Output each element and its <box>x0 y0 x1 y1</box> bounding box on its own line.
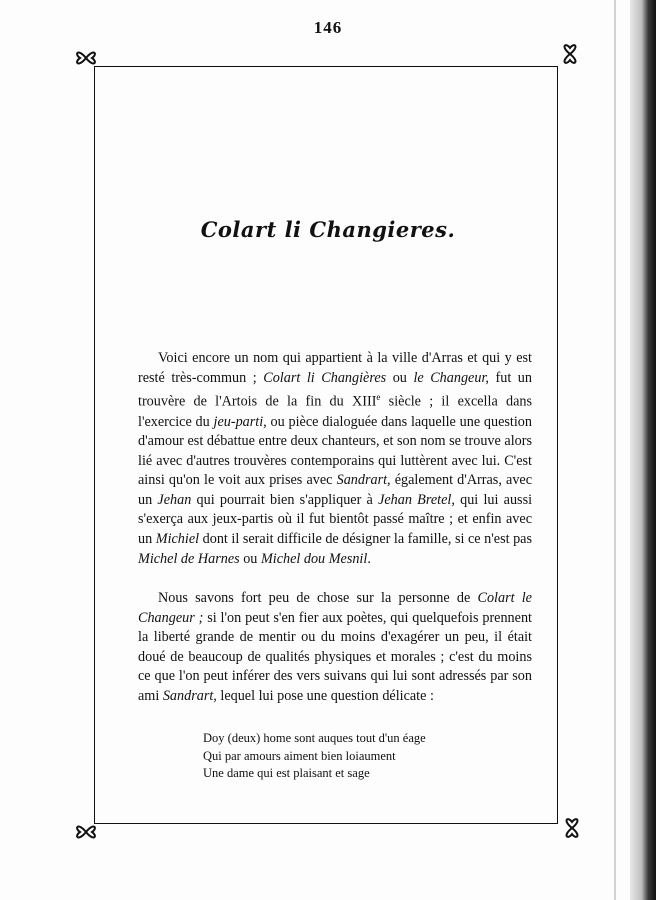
page-number: 146 <box>313 18 343 37</box>
paragraph-1: Voici encore un nom qui appartient à la ville d'Arras et qui y est resté très-commun ; Colart li Changières ou le Changeur, fut un trouvère de l'Artois de la fin du XIIIe siècle ; il excella dans l'exercice du jeu-parti, ou pièce dialoguée dans laquelle une question d'amour est débattue entre deux chanteurs, et son nom se trouve alors lié avec d'autres trouvères contemporains qui luttèrent avec lui. C'est ainsi qu'on le voit aux prises avec Sandrart, également d'Arras, avec un Jehan qui pourrait bien s'appliquer à Jehan Bretel, qui lui aussi s'exerça aux jeux-partis où il fut bientôt passé maître ; et enfin avec un Michiel dont il serait difficile de désigner la famille, si ce n'est pas Michel de Harnes ou Michel dou Mesnil. <box>138 350 533 567</box>
verse-line: Une dame qui est plaisant et sage <box>203 766 370 780</box>
book-gutter-shadow <box>630 0 656 900</box>
corner-ornament-icon <box>72 818 100 846</box>
paragraph-2: Nous savons fort peu de chose sur la personne de Colart le Changeur ; si l'on peut s'en fier aux poètes, qui quelquefois prennent la liberté grande de mentir ou du moins d'exagérer un peu, il était doué de beaucoup de qualités physiques et morales ; c'est du moins ce que l'on peut inférer des vers suivans qui lui sont adressés par son ami Sandrart, lequel lui pose une question délicate : <box>138 590 532 704</box>
chapter-title: Colart li Changieres. <box>200 217 456 242</box>
verse-line: Qui par amours aiment bien loiaument <box>203 748 396 763</box>
corner-ornament-icon <box>72 44 100 72</box>
verse-quotation <box>203 730 503 783</box>
verse-line: Doy (deux) home sont auques tout d'un éage <box>203 731 426 745</box>
corner-ornament-icon <box>558 814 586 842</box>
gutter-line <box>614 0 616 900</box>
corner-ornament-icon <box>556 40 584 68</box>
